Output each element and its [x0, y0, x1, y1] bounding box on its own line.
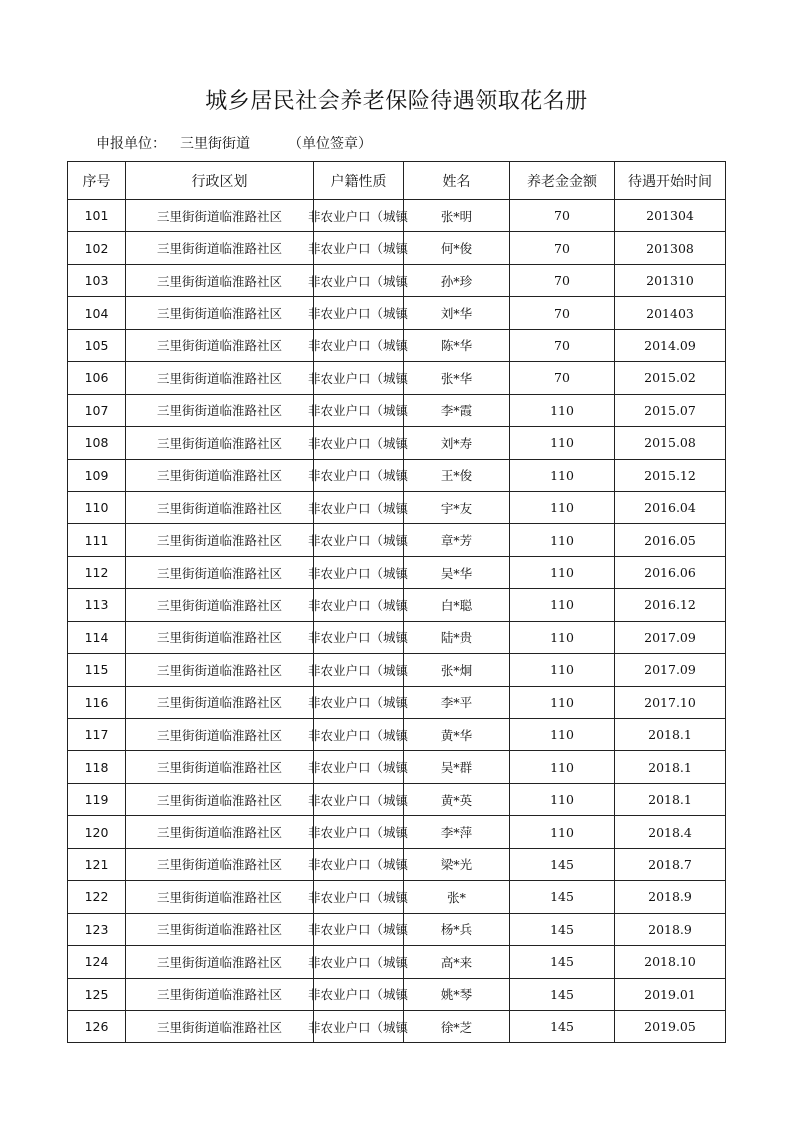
start-date-cell: 2018.1 [615, 783, 726, 815]
table-row [68, 556, 726, 588]
pension-roster-table [67, 161, 726, 1043]
region-cell: 三里街街道临淮路社区 [126, 848, 314, 880]
region-cell: 三里街街道临淮路社区 [126, 394, 314, 426]
person-name-cell: 黄*华 [404, 719, 510, 751]
pension-amount-cell: 145 [510, 978, 615, 1010]
serial-number-cell: 101 [68, 200, 126, 232]
person-name-cell: 陆*贵 [404, 621, 510, 653]
table-row [68, 881, 726, 913]
table-row [68, 329, 726, 361]
serial-number-cell: 126 [68, 1010, 126, 1042]
unit-label: 申报单位： [96, 136, 166, 152]
table-row [68, 524, 726, 556]
start-date-cell: 201308 [615, 232, 726, 264]
seal-label: （单位签章） [288, 136, 372, 152]
region-cell: 三里街街道临淮路社区 [126, 589, 314, 621]
serial-number-cell: 111 [68, 524, 126, 556]
pension-amount-cell: 70 [510, 362, 615, 394]
region-cell: 三里街街道临淮路社区 [126, 881, 314, 913]
person-name-cell: 吴*华 [404, 556, 510, 588]
person-name-cell: 王*俊 [404, 459, 510, 491]
hukou-type-cell: 非农业户口（城镇 [314, 978, 404, 1010]
table-row [68, 491, 726, 523]
hukou-type-cell: 非农业户口（城镇 [314, 264, 404, 296]
table-header-row [68, 162, 726, 200]
page-title: 城乡居民社会养老保险待遇领取花名册 [205, 89, 588, 114]
pension-amount-cell: 110 [510, 719, 615, 751]
column-header: 姓名 [404, 162, 510, 200]
hukou-type-cell: 非农业户口（城镇 [314, 524, 404, 556]
start-date-cell: 2018.7 [615, 848, 726, 880]
person-name-cell: 陈*华 [404, 329, 510, 361]
table-row [68, 621, 726, 653]
table-row [68, 719, 726, 751]
pension-amount-cell: 145 [510, 913, 615, 945]
table-row [68, 686, 726, 718]
serial-number-cell: 117 [68, 719, 126, 751]
region-cell: 三里街街道临淮路社区 [126, 686, 314, 718]
table-row [68, 200, 726, 232]
start-date-cell: 2017.09 [615, 654, 726, 686]
person-name-cell: 刘*华 [404, 297, 510, 329]
serial-number-cell: 115 [68, 654, 126, 686]
serial-number-cell: 110 [68, 491, 126, 523]
hukou-type-cell: 非农业户口（城镇 [314, 881, 404, 913]
serial-number-cell: 116 [68, 686, 126, 718]
column-header: 户籍性质 [314, 162, 404, 200]
table-row [68, 394, 726, 426]
start-date-cell: 2016.05 [615, 524, 726, 556]
person-name-cell: 张*明 [404, 200, 510, 232]
serial-number-cell: 105 [68, 329, 126, 361]
table-row [68, 783, 726, 815]
pension-amount-cell: 110 [510, 491, 615, 523]
start-date-cell: 2015.08 [615, 427, 726, 459]
start-date-cell: 2017.09 [615, 621, 726, 653]
serial-number-cell: 107 [68, 394, 126, 426]
region-cell: 三里街街道临淮路社区 [126, 491, 314, 523]
start-date-cell: 201304 [615, 200, 726, 232]
serial-number-cell: 103 [68, 264, 126, 296]
region-cell: 三里街街道临淮路社区 [126, 329, 314, 361]
serial-number-cell: 120 [68, 816, 126, 848]
region-cell: 三里街街道临淮路社区 [126, 978, 314, 1010]
table-row [68, 816, 726, 848]
hukou-type-cell: 非农业户口（城镇 [314, 719, 404, 751]
table-row [68, 848, 726, 880]
region-cell: 三里街街道临淮路社区 [126, 816, 314, 848]
pension-amount-cell: 70 [510, 264, 615, 296]
start-date-cell: 201310 [615, 264, 726, 296]
hukou-type-cell: 非农业户口（城镇 [314, 816, 404, 848]
pension-amount-cell: 110 [510, 621, 615, 653]
person-name-cell: 孙*珍 [404, 264, 510, 296]
region-cell: 三里街街道临淮路社区 [126, 200, 314, 232]
unit-name: 三里街街道 [180, 136, 250, 152]
hukou-type-cell: 非农业户口（城镇 [314, 783, 404, 815]
serial-number-cell: 114 [68, 621, 126, 653]
pension-amount-cell: 110 [510, 459, 615, 491]
person-name-cell: 梁*光 [404, 848, 510, 880]
table-row [68, 459, 726, 491]
serial-number-cell: 119 [68, 783, 126, 815]
hukou-type-cell: 非农业户口（城镇 [314, 200, 404, 232]
person-name-cell: 李*萍 [404, 816, 510, 848]
hukou-type-cell: 非农业户口（城镇 [314, 556, 404, 588]
hukou-type-cell: 非农业户口（城镇 [314, 654, 404, 686]
region-cell: 三里街街道临淮路社区 [126, 946, 314, 978]
region-cell: 三里街街道临淮路社区 [126, 297, 314, 329]
pension-amount-cell: 70 [510, 200, 615, 232]
table-body [68, 200, 726, 1043]
person-name-cell: 李*平 [404, 686, 510, 718]
start-date-cell: 2016.04 [615, 491, 726, 523]
serial-number-cell: 106 [68, 362, 126, 394]
report-unit-line [96, 133, 372, 153]
pension-amount-cell: 110 [510, 589, 615, 621]
person-name-cell: 何*俊 [404, 232, 510, 264]
serial-number-cell: 125 [68, 978, 126, 1010]
table-row [68, 913, 726, 945]
region-cell: 三里街街道临淮路社区 [126, 362, 314, 394]
start-date-cell: 201403 [615, 297, 726, 329]
region-cell: 三里街街道临淮路社区 [126, 524, 314, 556]
start-date-cell: 2018.4 [615, 816, 726, 848]
pension-amount-cell: 110 [510, 556, 615, 588]
start-date-cell: 2016.12 [615, 589, 726, 621]
start-date-cell: 2018.9 [615, 881, 726, 913]
table-row [68, 946, 726, 978]
pension-amount-cell: 110 [510, 427, 615, 459]
serial-number-cell: 109 [68, 459, 126, 491]
table-row [68, 232, 726, 264]
table-row [68, 297, 726, 329]
serial-number-cell: 122 [68, 881, 126, 913]
hukou-type-cell: 非农业户口（城镇 [314, 848, 404, 880]
pension-amount-cell: 110 [510, 654, 615, 686]
serial-number-cell: 112 [68, 556, 126, 588]
hukou-type-cell: 非农业户口（城镇 [314, 589, 404, 621]
start-date-cell: 2018.1 [615, 751, 726, 783]
hukou-type-cell: 非农业户口（城镇 [314, 329, 404, 361]
region-cell: 三里街街道临淮路社区 [126, 621, 314, 653]
hukou-type-cell: 非农业户口（城镇 [314, 1010, 404, 1042]
serial-number-cell: 113 [68, 589, 126, 621]
person-name-cell: 李*霞 [404, 394, 510, 426]
hukou-type-cell: 非农业户口（城镇 [314, 491, 404, 523]
table-row [68, 751, 726, 783]
start-date-cell: 2017.10 [615, 686, 726, 718]
pension-amount-cell: 145 [510, 881, 615, 913]
start-date-cell: 2018.9 [615, 913, 726, 945]
serial-number-cell: 108 [68, 427, 126, 459]
region-cell: 三里街街道临淮路社区 [126, 459, 314, 491]
pension-amount-cell: 110 [510, 524, 615, 556]
pension-amount-cell: 70 [510, 329, 615, 361]
serial-number-cell: 123 [68, 913, 126, 945]
pension-amount-cell: 145 [510, 1010, 615, 1042]
person-name-cell: 宇*友 [404, 491, 510, 523]
hukou-type-cell: 非农业户口（城镇 [314, 427, 404, 459]
table-row [68, 362, 726, 394]
person-name-cell: 章*芳 [404, 524, 510, 556]
person-name-cell: 白*聪 [404, 589, 510, 621]
region-cell: 三里街街道临淮路社区 [126, 427, 314, 459]
person-name-cell: 张*炯 [404, 654, 510, 686]
pension-amount-cell: 145 [510, 946, 615, 978]
person-name-cell: 杨*兵 [404, 913, 510, 945]
hukou-type-cell: 非农业户口（城镇 [314, 686, 404, 718]
column-header: 养老金金额 [510, 162, 615, 200]
serial-number-cell: 121 [68, 848, 126, 880]
column-header: 待遇开始时间 [615, 162, 726, 200]
serial-number-cell: 102 [68, 232, 126, 264]
table-row [68, 427, 726, 459]
hukou-type-cell: 非农业户口（城镇 [314, 751, 404, 783]
serial-number-cell: 104 [68, 297, 126, 329]
serial-number-cell: 124 [68, 946, 126, 978]
region-cell: 三里街街道临淮路社区 [126, 556, 314, 588]
person-name-cell: 黄*英 [404, 783, 510, 815]
person-name-cell: 徐*芝 [404, 1010, 510, 1042]
pension-amount-cell: 70 [510, 297, 615, 329]
region-cell: 三里街街道临淮路社区 [126, 783, 314, 815]
start-date-cell: 2015.07 [615, 394, 726, 426]
region-cell: 三里街街道临淮路社区 [126, 913, 314, 945]
pension-amount-cell: 70 [510, 232, 615, 264]
start-date-cell: 2015.12 [615, 459, 726, 491]
hukou-type-cell: 非农业户口（城镇 [314, 297, 404, 329]
region-cell: 三里街街道临淮路社区 [126, 654, 314, 686]
hukou-type-cell: 非农业户口（城镇 [314, 621, 404, 653]
region-cell: 三里街街道临淮路社区 [126, 1010, 314, 1042]
region-cell: 三里街街道临淮路社区 [126, 719, 314, 751]
table-row [68, 1010, 726, 1042]
pension-amount-cell: 110 [510, 751, 615, 783]
hukou-type-cell: 非农业户口（城镇 [314, 394, 404, 426]
hukou-type-cell: 非农业户口（城镇 [314, 362, 404, 394]
hukou-type-cell: 非农业户口（城镇 [314, 913, 404, 945]
start-date-cell: 2018.1 [615, 719, 726, 751]
pension-amount-cell: 145 [510, 848, 615, 880]
pension-amount-cell: 110 [510, 686, 615, 718]
column-header: 序号 [68, 162, 126, 200]
region-cell: 三里街街道临淮路社区 [126, 751, 314, 783]
column-header: 行政区划 [126, 162, 314, 200]
start-date-cell: 2014.09 [615, 329, 726, 361]
person-name-cell: 张*华 [404, 362, 510, 394]
start-date-cell: 2018.10 [615, 946, 726, 978]
pension-amount-cell: 110 [510, 394, 615, 426]
table-row [68, 654, 726, 686]
pension-amount-cell: 110 [510, 783, 615, 815]
person-name-cell: 姚*琴 [404, 978, 510, 1010]
table-row [68, 978, 726, 1010]
start-date-cell: 2019.01 [615, 978, 726, 1010]
hukou-type-cell: 非农业户口（城镇 [314, 946, 404, 978]
person-name-cell: 张* [404, 881, 510, 913]
serial-number-cell: 118 [68, 751, 126, 783]
person-name-cell: 吴*群 [404, 751, 510, 783]
table-row [68, 264, 726, 296]
start-date-cell: 2016.06 [615, 556, 726, 588]
region-cell: 三里街街道临淮路社区 [126, 232, 314, 264]
pension-amount-cell: 110 [510, 816, 615, 848]
person-name-cell: 高*来 [404, 946, 510, 978]
start-date-cell: 2019.05 [615, 1010, 726, 1042]
region-cell: 三里街街道临淮路社区 [126, 264, 314, 296]
start-date-cell: 2015.02 [615, 362, 726, 394]
hukou-type-cell: 非农业户口（城镇 [314, 232, 404, 264]
table-row [68, 589, 726, 621]
hukou-type-cell: 非农业户口（城镇 [314, 459, 404, 491]
person-name-cell: 刘*寿 [404, 427, 510, 459]
